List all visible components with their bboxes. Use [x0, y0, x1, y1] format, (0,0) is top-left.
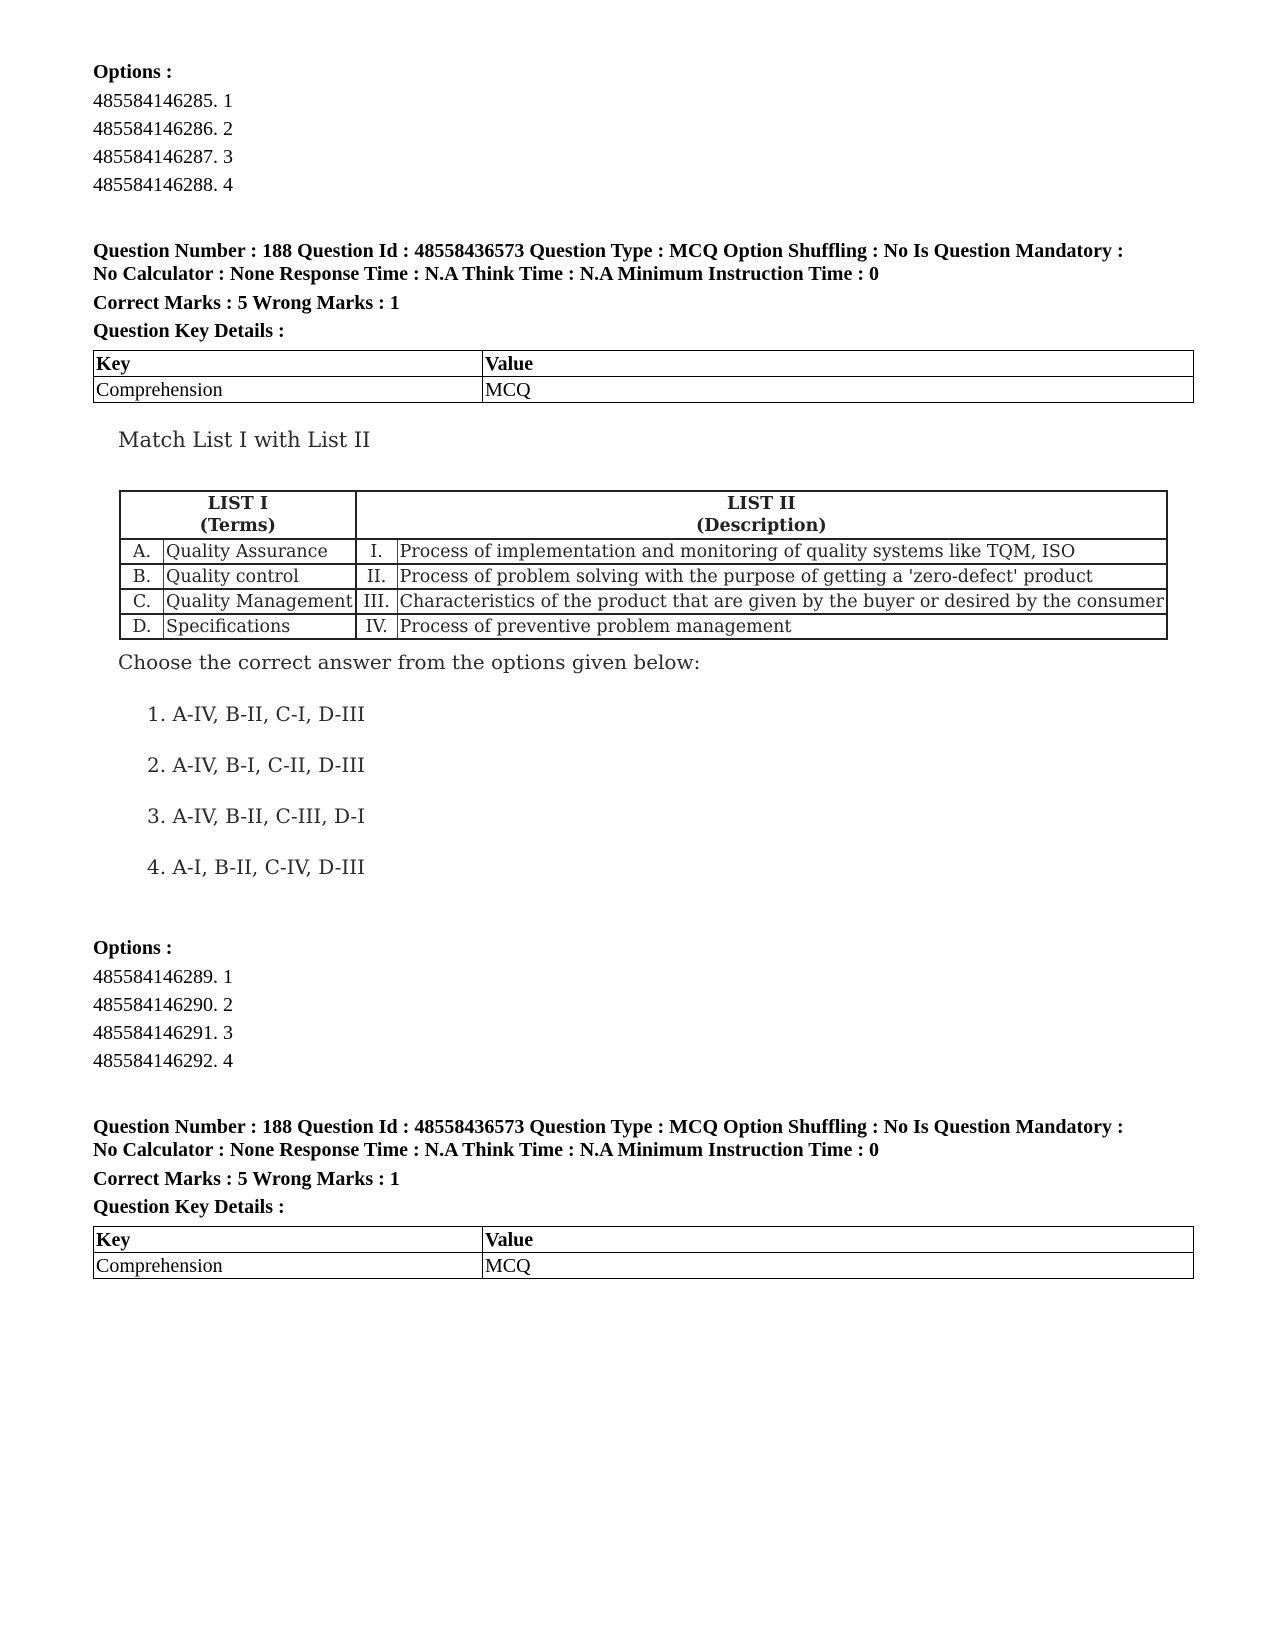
value-header: Value: [483, 351, 1194, 377]
key-details-table: [93, 1226, 1194, 1279]
table-header-row: [94, 1227, 1194, 1253]
option-item: 485584146289. 1: [93, 966, 233, 988]
key-header: Key: [94, 351, 483, 377]
list2-numeral: I.: [356, 539, 398, 564]
table-row: [120, 564, 1167, 589]
list2-numeral: III.: [356, 589, 398, 614]
question-header-line2: No Calculator : None Response Time : N.A Think Time : N.A Minimum Instruction Time : 0: [93, 263, 879, 285]
list1-header: [120, 491, 356, 539]
key-details-table: [93, 350, 1194, 403]
option-item: 485584146288. 4: [93, 174, 233, 196]
key-cell: Comprehension: [94, 377, 483, 403]
list2-description: Process of implementation and monitoring of quality systems like TQM, ISO: [397, 539, 1167, 564]
list1-letter: C.: [120, 589, 164, 614]
options-heading: Options :: [93, 61, 173, 83]
list1-term: Specifications: [164, 614, 356, 639]
match-lists-table: [119, 490, 1168, 640]
options-heading: Options :: [93, 937, 173, 959]
answer-choice: 2. A-IV, B-I, C-II, D-III: [147, 753, 366, 777]
key-cell: Comprehension: [94, 1253, 483, 1279]
list1-term: Quality Assurance: [164, 539, 356, 564]
marks-line: Correct Marks : 5 Wrong Marks : 1: [93, 1168, 400, 1190]
value-cell: MCQ: [483, 1253, 1194, 1279]
table-row: [94, 377, 1194, 403]
list1-term: Quality Management: [164, 589, 356, 614]
list1-letter: A.: [120, 539, 164, 564]
question-image: [93, 428, 1194, 918]
list2-description: Process of problem solving with the purpose of getting a 'zero-defect' product: [397, 564, 1167, 589]
value-cell: MCQ: [483, 377, 1194, 403]
list1-subtitle: (Terms): [199, 516, 276, 536]
table-row: [120, 614, 1167, 639]
answer-choice: 1. A-IV, B-II, C-I, D-III: [147, 702, 366, 726]
answer-choice: 3. A-IV, B-II, C-III, D-I: [147, 804, 366, 828]
list1-title: LIST I: [207, 494, 269, 514]
question-header-line1: Question Number : 188 Question Id : 48558436573 Question Type : MCQ Option Shuffling : No Is Question Mandatory :: [93, 240, 1124, 262]
choose-instruction: Choose the correct answer from the options given below:: [118, 650, 701, 674]
marks-line: Correct Marks : 5 Wrong Marks : 1: [93, 292, 400, 314]
value-header: Value: [483, 1227, 1194, 1253]
question-instruction: Match List I with List II: [118, 428, 371, 452]
lists-header-row: [120, 491, 1167, 539]
table-row: [120, 539, 1167, 564]
option-item: 485584146287. 3: [93, 146, 233, 168]
question-header: [93, 1116, 1124, 1162]
option-item: 485584146285. 1: [93, 90, 233, 112]
option-item: 485584146286. 2: [93, 118, 233, 140]
list2-numeral: IV.: [356, 614, 398, 639]
list2-description: Process of preventive problem management: [397, 614, 1167, 639]
question-header-line2: No Calculator : None Response Time : N.A Think Time : N.A Minimum Instruction Time : 0: [93, 1139, 879, 1161]
list2-header: [356, 491, 1167, 539]
option-item: 485584146291. 3: [93, 1022, 233, 1044]
list1-term: Quality control: [164, 564, 356, 589]
key-header: Key: [94, 1227, 483, 1253]
question-header: [93, 240, 1124, 286]
table-row: [94, 1253, 1194, 1279]
table-row: [120, 589, 1167, 614]
list2-description: Characteristics of the product that are given by the buyer or desired by the consumer: [397, 589, 1167, 614]
question-header-line1: Question Number : 188 Question Id : 48558436573 Question Type : MCQ Option Shuffling : No Is Question Mandatory :: [93, 1116, 1124, 1138]
option-item: 485584146290. 2: [93, 994, 233, 1016]
key-details-heading: Question Key Details :: [93, 1196, 285, 1218]
answer-choice: 4. A-I, B-II, C-IV, D-III: [147, 855, 366, 879]
list2-subtitle: (Description): [695, 516, 827, 536]
list1-letter: B.: [120, 564, 164, 589]
key-details-heading: Question Key Details :: [93, 320, 285, 342]
option-item: 485584146292. 4: [93, 1050, 233, 1072]
list2-numeral: II.: [356, 564, 398, 589]
list2-title: LIST II: [726, 494, 796, 514]
list1-letter: D.: [120, 614, 164, 639]
table-header-row: [94, 351, 1194, 377]
